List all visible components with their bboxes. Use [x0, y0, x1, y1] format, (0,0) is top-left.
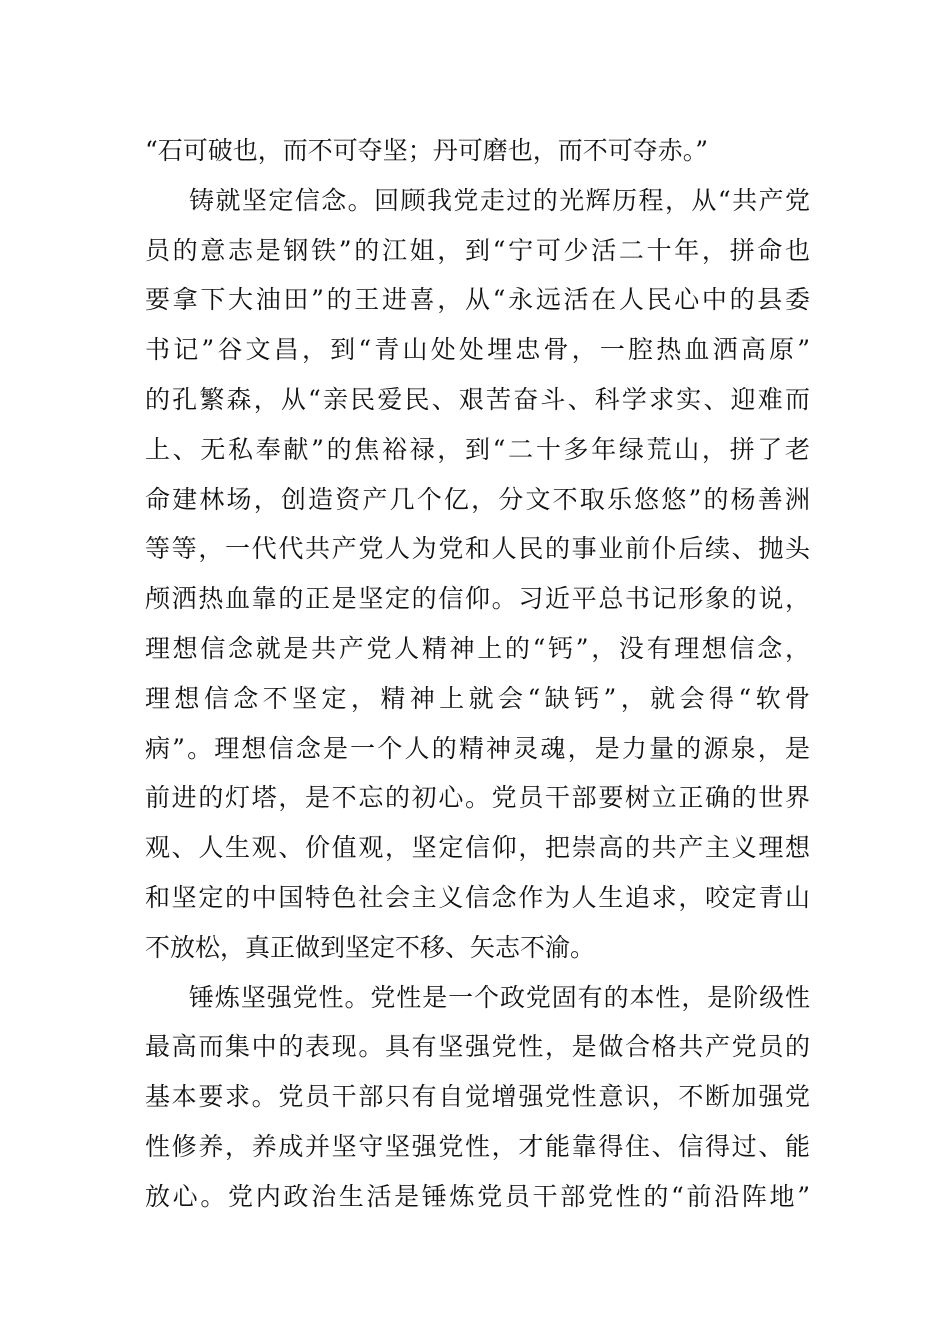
- text-line: 理想信念不坚定，精神上就会“缺钙”，就会得“软骨: [145, 683, 810, 713]
- text-line: 颅洒热血靠的正是坚定的信仰。习近平总书记形象的说，: [145, 584, 810, 614]
- text-line: 上、无私奉献”的焦裕禄，到“二十多年绿荒山，拼了老: [145, 434, 810, 464]
- text-line: 要拿下大油田”的王进喜，从“永远活在人民心中的县委: [145, 285, 810, 315]
- text-line: 不放松，真正做到坚定不移、矢志不渝。: [145, 932, 596, 962]
- text-line: 基本要求。党员干部只有自觉增强党性意识，不断加强党: [145, 1082, 810, 1112]
- text-line: 性修养，养成并坚守坚强党性，才能靠得住、信得过、能: [145, 1131, 810, 1161]
- text-line: 放心。党内政治生活是锤炼党员干部党性的“前沿阵地”: [145, 1181, 810, 1211]
- text-line: 观、人生观、价值观，坚定信仰，把崇高的共产主义理想: [145, 833, 810, 863]
- text-line: 前进的灯塔，是不忘的初心。党员干部要树立正确的世界: [145, 783, 810, 813]
- text-line: 病”。理想信念是一个人的精神灵魂，是力量的源泉，是: [145, 733, 810, 763]
- text-line: 等等，一代代共产党人为党和人民的事业前仆后续、抛头: [145, 534, 810, 564]
- text-line: “石可破也，而不可夺坚；丹可磨也，而不可夺赤。”: [145, 136, 709, 165]
- text-line: 和坚定的中国特色社会主义信念作为人生追求，咬定青山: [145, 882, 810, 912]
- text-line: 理想信念就是共产党人精神上的“钙”，没有理想信念，: [145, 633, 810, 663]
- text-line: 最高而集中的表现。具有坚强党性，是做合格共产党员的: [145, 1032, 810, 1062]
- text-line: 书记”谷文昌，到“青山处处埋忠骨，一腔热血洒高原”: [145, 335, 810, 365]
- text-line: 命建林场，创造资产几个亿，分文不取乐悠悠”的杨善洲: [145, 484, 810, 514]
- text-line: 的孔繁森，从“亲民爱民、艰苦奋斗、科学求实、迎难而: [145, 384, 810, 414]
- document-body: [145, 126, 810, 1222]
- text-line: 员的意志是钢铁”的江姐，到“宁可少活二十年，拼命也: [145, 235, 810, 265]
- paragraph-heading-line: 锤炼坚强党性。党性是一个政党固有的本性，是阶级性: [189, 982, 810, 1012]
- paragraph-heading-line: 铸就坚定信念。回顾我党走过的光辉历程，从“共产党: [189, 185, 810, 215]
